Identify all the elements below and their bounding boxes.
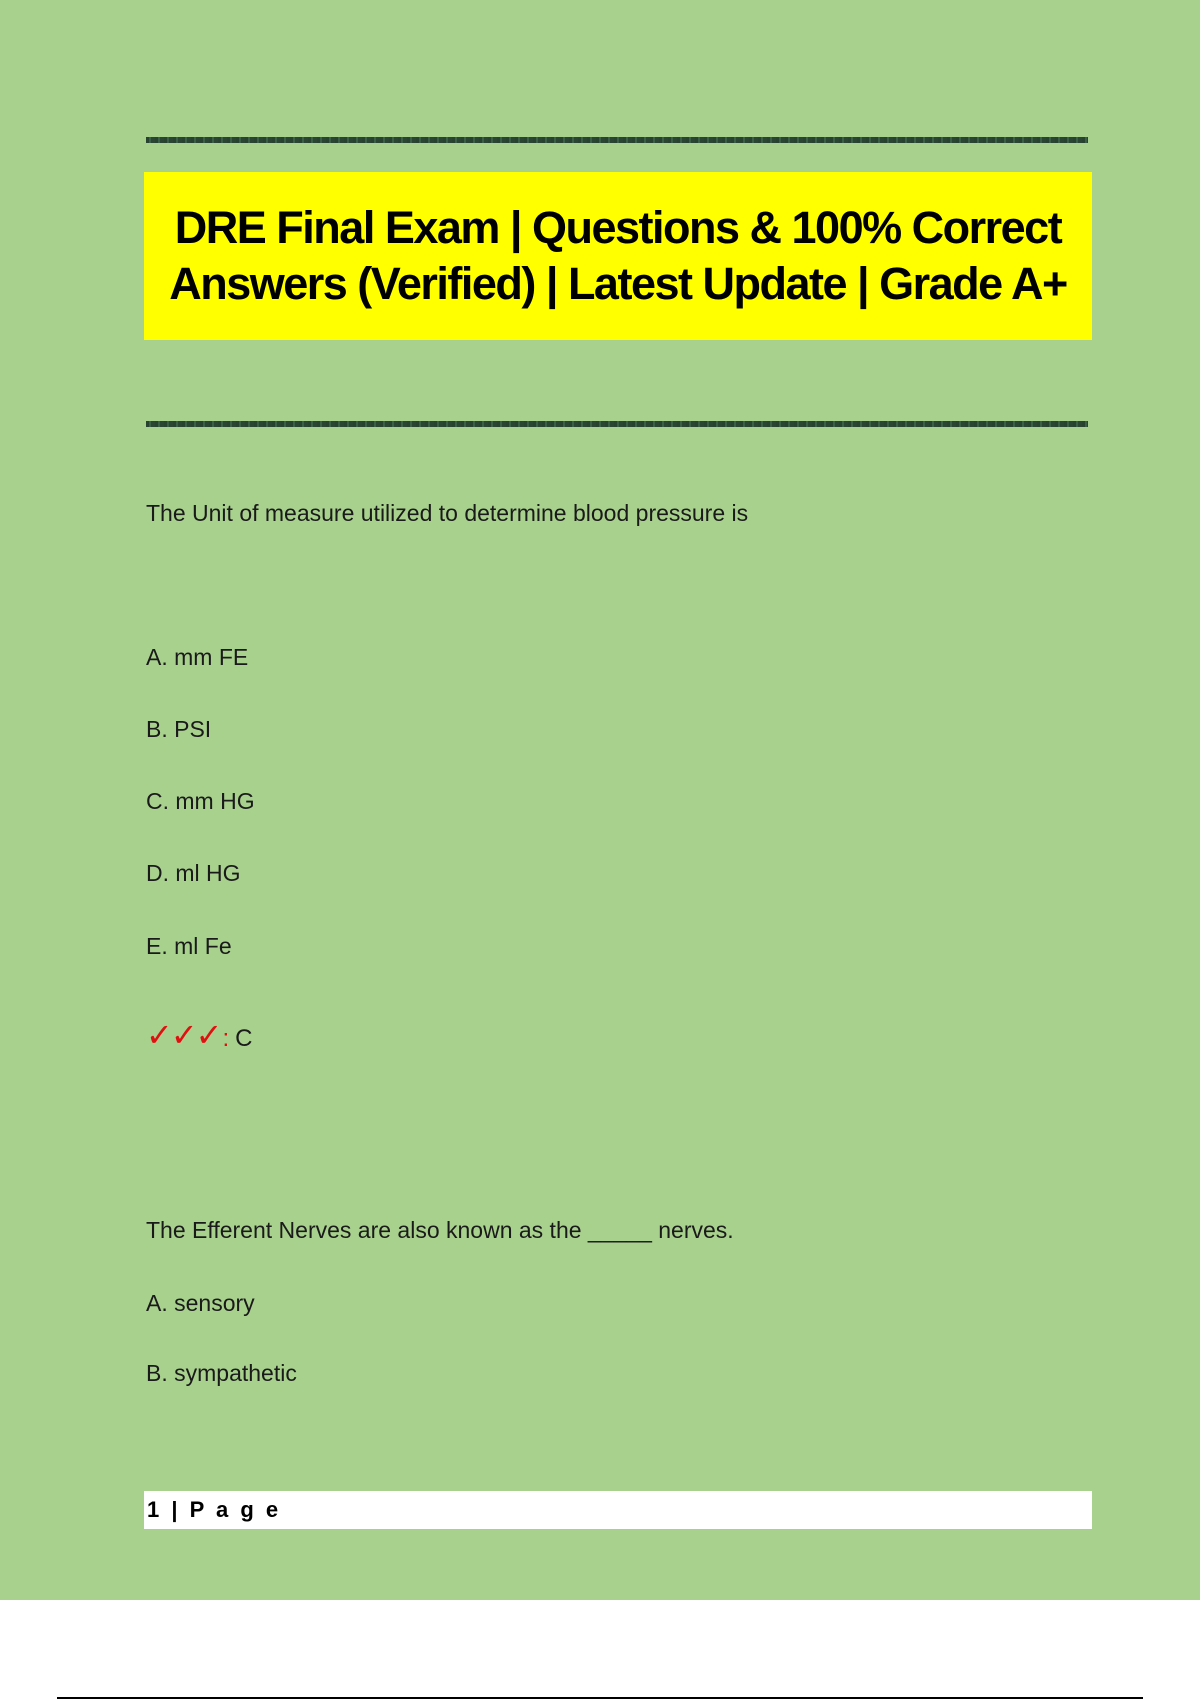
title-highlight-box <box>144 172 1092 340</box>
document-title: DRE Final Exam | Questions & 100% Correct Answers (Verified) | Latest Update | Grade A+ <box>169 202 1067 309</box>
page-number: 1 | P a g e <box>147 1497 282 1522</box>
answer-colon: : <box>222 1025 230 1052</box>
question-1-option-a: A. mm FE <box>146 644 249 670</box>
question-1-prompt: The Unit of measure utilized to determine blood pressure is <box>146 500 749 526</box>
question-2-option-b: B. sympathetic <box>146 1360 297 1386</box>
question-1-option-d: D. ml HG <box>146 860 241 886</box>
page-separator-line <box>57 1697 1143 1699</box>
question-1-option-e: E. ml Fe <box>146 933 232 959</box>
question-1-option-b: B. PSI <box>146 716 212 742</box>
question-2-prompt: The Efferent Nerves are also known as the _____ nerves. <box>146 1217 734 1243</box>
question-1-answer <box>146 1016 252 1054</box>
question-2-option-a: A. sensory <box>146 1290 255 1316</box>
question-1-option-c: C. mm HG <box>146 788 255 814</box>
page-footer <box>144 1491 1092 1529</box>
top-divider <box>146 137 1088 143</box>
bottom-divider <box>146 421 1088 427</box>
answer-letter: C <box>235 1025 253 1052</box>
check-mark-icon: ✓✓✓ <box>146 1016 221 1054</box>
